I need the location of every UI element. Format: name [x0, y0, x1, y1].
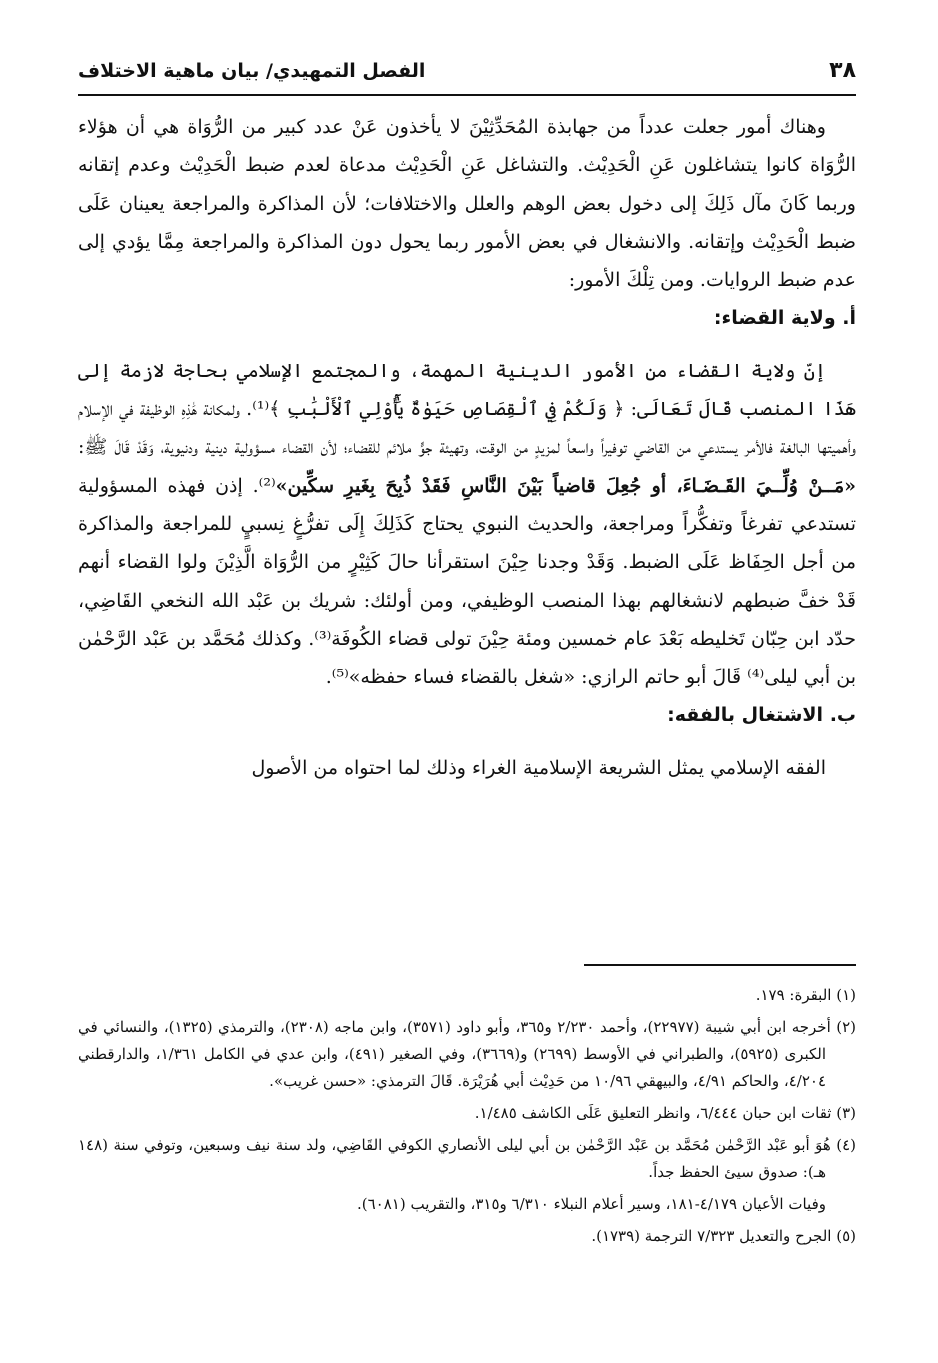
hadith-quote: «مَــنْ وُلِّــيَ القَـضَـاءَ، أو جُعِلَ قاضياً بَيْنَ النَّاسِ فَقَدْ ذُبِحَ بِغَيرِ سكِّين»: [275, 474, 856, 497]
page-number: ٣٨: [829, 58, 856, 83]
paragraph-fiqh: الفقه الإسلامي يمثل الشريعة الإسلامية الغراء وذلك لما احتواه من الأصول: [251, 756, 826, 779]
footnote-1: (١) البقرة: ١٧٩.: [755, 986, 856, 1004]
section-heading-fiqh: ب. الاشتغال بالفقه:: [667, 704, 856, 727]
footnote-2: (٢) أخرجه ابن أبي شيبة (٢٢٩٧٧)، وأحمد ٢/٢٣٠ و٣٦٥، وأبو داود (٣٥٧١)، وابن ماجه (٢٣٠٨)، والترمذي (١٣٢٥)، والنسائي في الكبرى (٥٩٢٥)، والطبراني في الأوسط (٢٦٩٩) و(٣٦٦٩)، وفي الصغير (٤٩١)، وابن عدي في الكامل ١/٣٦١، والدارقطني ٤/٢٠٤، والحاكم ٤/٩١، والبيهقي ١٠/٩٦ من حَدِيْث أبي هُرَيْرَة. قَالَ الترمذي: «حسن غريب».: [78, 1018, 857, 1090]
section-heading-judgeship: أ. ولاية القضاء:: [713, 307, 856, 330]
footnote-divider: [584, 964, 856, 966]
paragraph-judgeship: [78, 352, 856, 697]
spacer: [78, 735, 856, 749]
footnote-5: (٥) الجرح والتعديل ٧/٣٢٣ الترجمة (١٧٣٩).: [591, 1227, 856, 1245]
footnote-4: (٤) هُوَ أبو عَبْد الرَّحْمٰن مُحَمَّد بن عَبْد الرَّحْمٰن بن أبي ليلى الأنصاري الكوفي القَاضِي، ولد سنة نيف وسبعين، وتوفي سنة (١٤٨ هـ): صدوق سيئ الحفظ جداً.: [78, 1136, 856, 1181]
spacer: [78, 338, 856, 352]
paragraph-judgeship-part1: إنّ ولاية القضاء من الأمور الدينية المهمة، والمجتمع الإسلامي بحاجة لازمة إلى هَذَا المنصب قَالَ تَعَالَى: ﴿ وَلَكُمْ فِي ٱلْقِصَاصِ حَيَوٰةٌ يَٰٓأُوْلِي ٱلْأَلْبَٰبِ ﴾⁽¹⁾. ولمكانة هَٰذِهِ الوظيفة في الإسلام وأهميتها البالغة فالأمر يستدعي من القاضي توفيراً واسعاً لمزيدٍ من الوقت، وتهيئة جوٍّ ملائم للقضاء؛ لأن القضاء مسؤولية دينية ودنيوية، وَقَدْ قَالَ ﷺ:: [78, 359, 856, 459]
main-text: [78, 108, 856, 787]
chapter-title: الفصل التمهيدي/ بيان ماهية الاختلاف: [78, 60, 426, 82]
running-header: [78, 58, 856, 92]
footnote-3: (٣) ثقات ابن حبان ٦/٤٤٤، وانظر التعليق عَلَى الكاشف ١/٤٨٥.: [474, 1104, 856, 1122]
header-divider: [78, 94, 856, 96]
footnotes: [78, 982, 856, 1255]
paragraph-intro: وهناك أمور جعلت عدداً من جهابذة المُحَدِّثِيْنَ لا يأخذون عَنْ عدد كبير من الرُّوَاة هي أن هؤلاء الرُّوَاة كانوا يتشاغلون عَنِ الْحَدِيْث. والتشاغل عَنِ الْحَدِيْث مدعاة لعدم ضبط الْحَدِيْث وعدم إتقانه وربما كَانَ مآل ذَلِكَ إلى دخول بعض الوهم والعلل والاختلافات؛ لأن المذاكرة والمراجعة يعينان عَلَى ضبط الْحَدِيْث وإتقانه. والانشغال في بعض الأمور ربما يحول دون المذاكرة والمراجعة مِمَّا يؤدي إلى عدم ضبط الروايات. ومن تِلْكَ الأمور:: [78, 116, 856, 292]
footnote-4-continued: وفيات الأعيان ٤/١٧٩-١٨١، وسير أعلام النبلاء ٦/٣١٠ و٣١٥، والتقريب (٦٠٨١).: [356, 1195, 826, 1213]
paragraph-judgeship-part2: ⁽²⁾. إذن فهذه المسؤولية تستدعي تفرغاً وتفكُّراً ومراجعة، والحديث النبوي يحتاج كَذَلِكَ إِلَى تفرُّغٍ نِسبيٍ للمراجعة والمذاكرة من أجل الحِفَاظ عَلَى الضبط. وَقَدْ وجدنا حِيْنَ استقرأنا حالَ كَثِيْرٍ من الرُّوَاة الَّذِيْنَ ولوا القضاء أنهم قَدْ خفَّ ضبطهم لانشغالهم بهذا المنصب الوظيفي، ومن أولئك: شريك بن عَبْد الله النخعي القَاضِي، حدّد ابن حِبّان تَخليطه بَعْدَ عام خمسين ومئة حِيْنَ تولى قضاء الكُوفَة⁽³⁾. وكذلك مُحَمَّد بن عَبْد الرَّحْمٰن بن أبي ليلى⁽⁴⁾ قَالَ أبو حاتم الرازي: «شغل بالقضاء فساء حفظه»⁽⁵⁾.: [78, 474, 856, 689]
